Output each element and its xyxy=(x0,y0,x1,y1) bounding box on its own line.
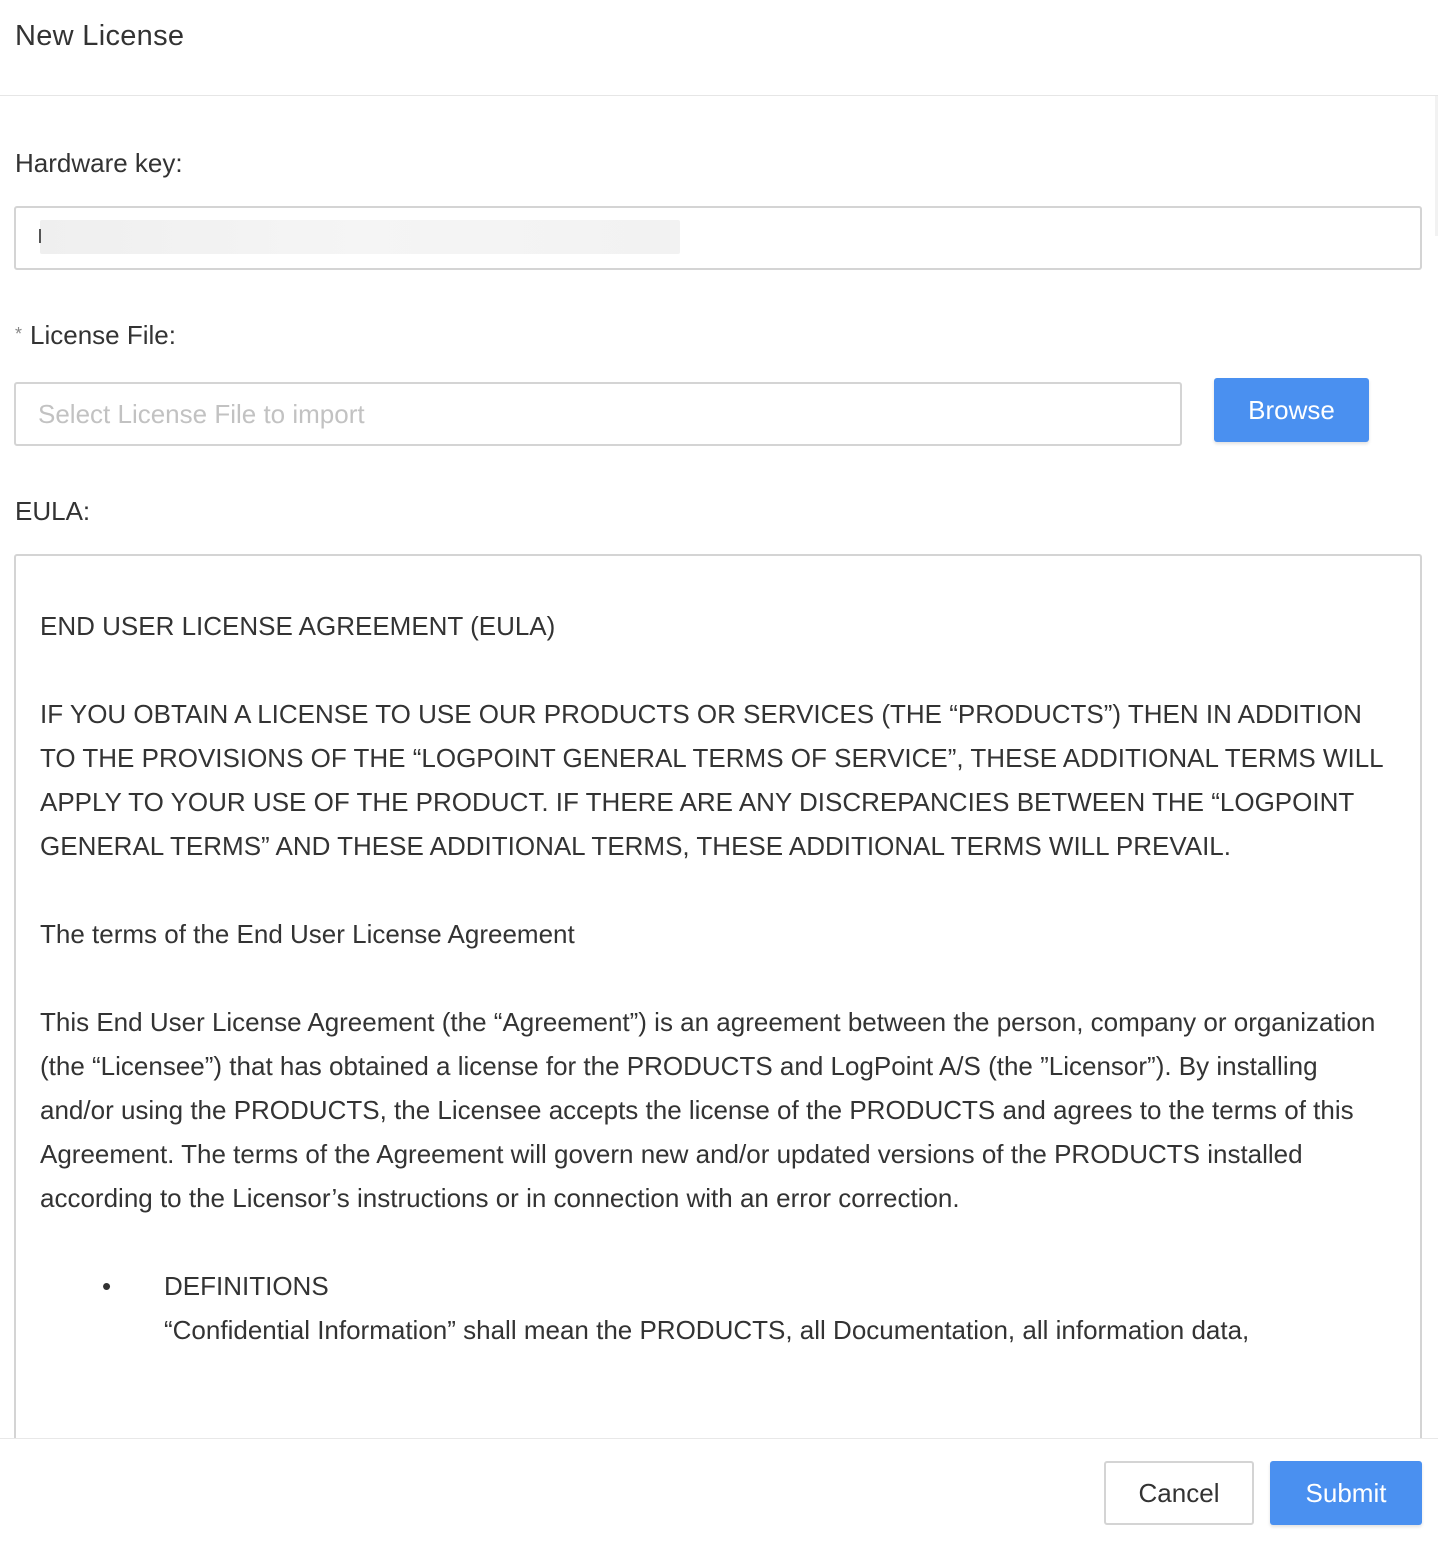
eula-heading: END USER LICENSE AGREEMENT (EULA) xyxy=(40,611,556,641)
eula-list xyxy=(40,1264,1390,1352)
dialog-title: New License xyxy=(15,20,185,52)
eula-intro: IF YOU OBTAIN A LICENSE TO USE OUR PRODUCTS OR SERVICES (THE “PRODUCTS”) THEN IN ADDITION TO THE PROVISIONS OF THE “LOGPOINT GENERAL TERMS OF SERVICE”, THESE ADDITIONAL TERMS WILL APPLY TO YOUR USE OF THE PRODUCT. IF THERE ARE ANY DISCREPANCIES BETWEEN THE “LOGPOINT GENERAL TERMS” AND THESE ADDITIONAL TERMS, THESE ADDITIONAL TERMS WILL PREVAIL. xyxy=(40,699,1383,861)
cancel-button[interactable]: Cancel xyxy=(1104,1461,1254,1525)
dialog-header xyxy=(0,0,1438,96)
submit-button[interactable]: Submit xyxy=(1270,1461,1422,1525)
list-item-text: “Confidential Information” shall mean the PRODUCTS, all Documentation, all information data, xyxy=(164,1315,1250,1345)
hardware-key-field[interactable] xyxy=(14,206,1422,270)
eula-textbox[interactable] xyxy=(14,554,1422,1440)
hardware-key-label: Hardware key: xyxy=(15,148,183,178)
eula-agreement: This End User License Agreement (the “Agreement”) is an agreement between the person, company or organization (the “Licensee”) that has obtained a license for the PRODUCTS and LogPoint A/S (the ”Licensor”). By installing and/or using the PRODUCTS, the Licensee accepts the license of the PRODUCTS and agrees to the terms of this Agreement. The terms of the Agreement will govern new and/or updated versions of the PRODUCTS installed according to the Licensor’s instructions or in connection with an error correction. xyxy=(40,1007,1376,1213)
required-marker: * xyxy=(15,324,23,344)
eula-label: EULA: xyxy=(15,496,91,526)
text-caret xyxy=(39,229,41,243)
eula-subheading: The terms of the End User License Agreement xyxy=(40,919,575,949)
bullet-icon: • xyxy=(102,1271,112,1301)
list-item xyxy=(40,1264,1390,1352)
hardware-key-redacted-value xyxy=(40,220,680,254)
list-item-title: DEFINITIONS xyxy=(164,1271,329,1301)
dialog-footer xyxy=(0,1438,1438,1544)
license-file-input[interactable] xyxy=(14,382,1182,446)
license-file-label-text: License File: xyxy=(30,320,176,350)
browse-button[interactable]: Browse xyxy=(1214,378,1369,442)
eula-content xyxy=(40,604,1390,1352)
license-file-label xyxy=(15,320,176,351)
